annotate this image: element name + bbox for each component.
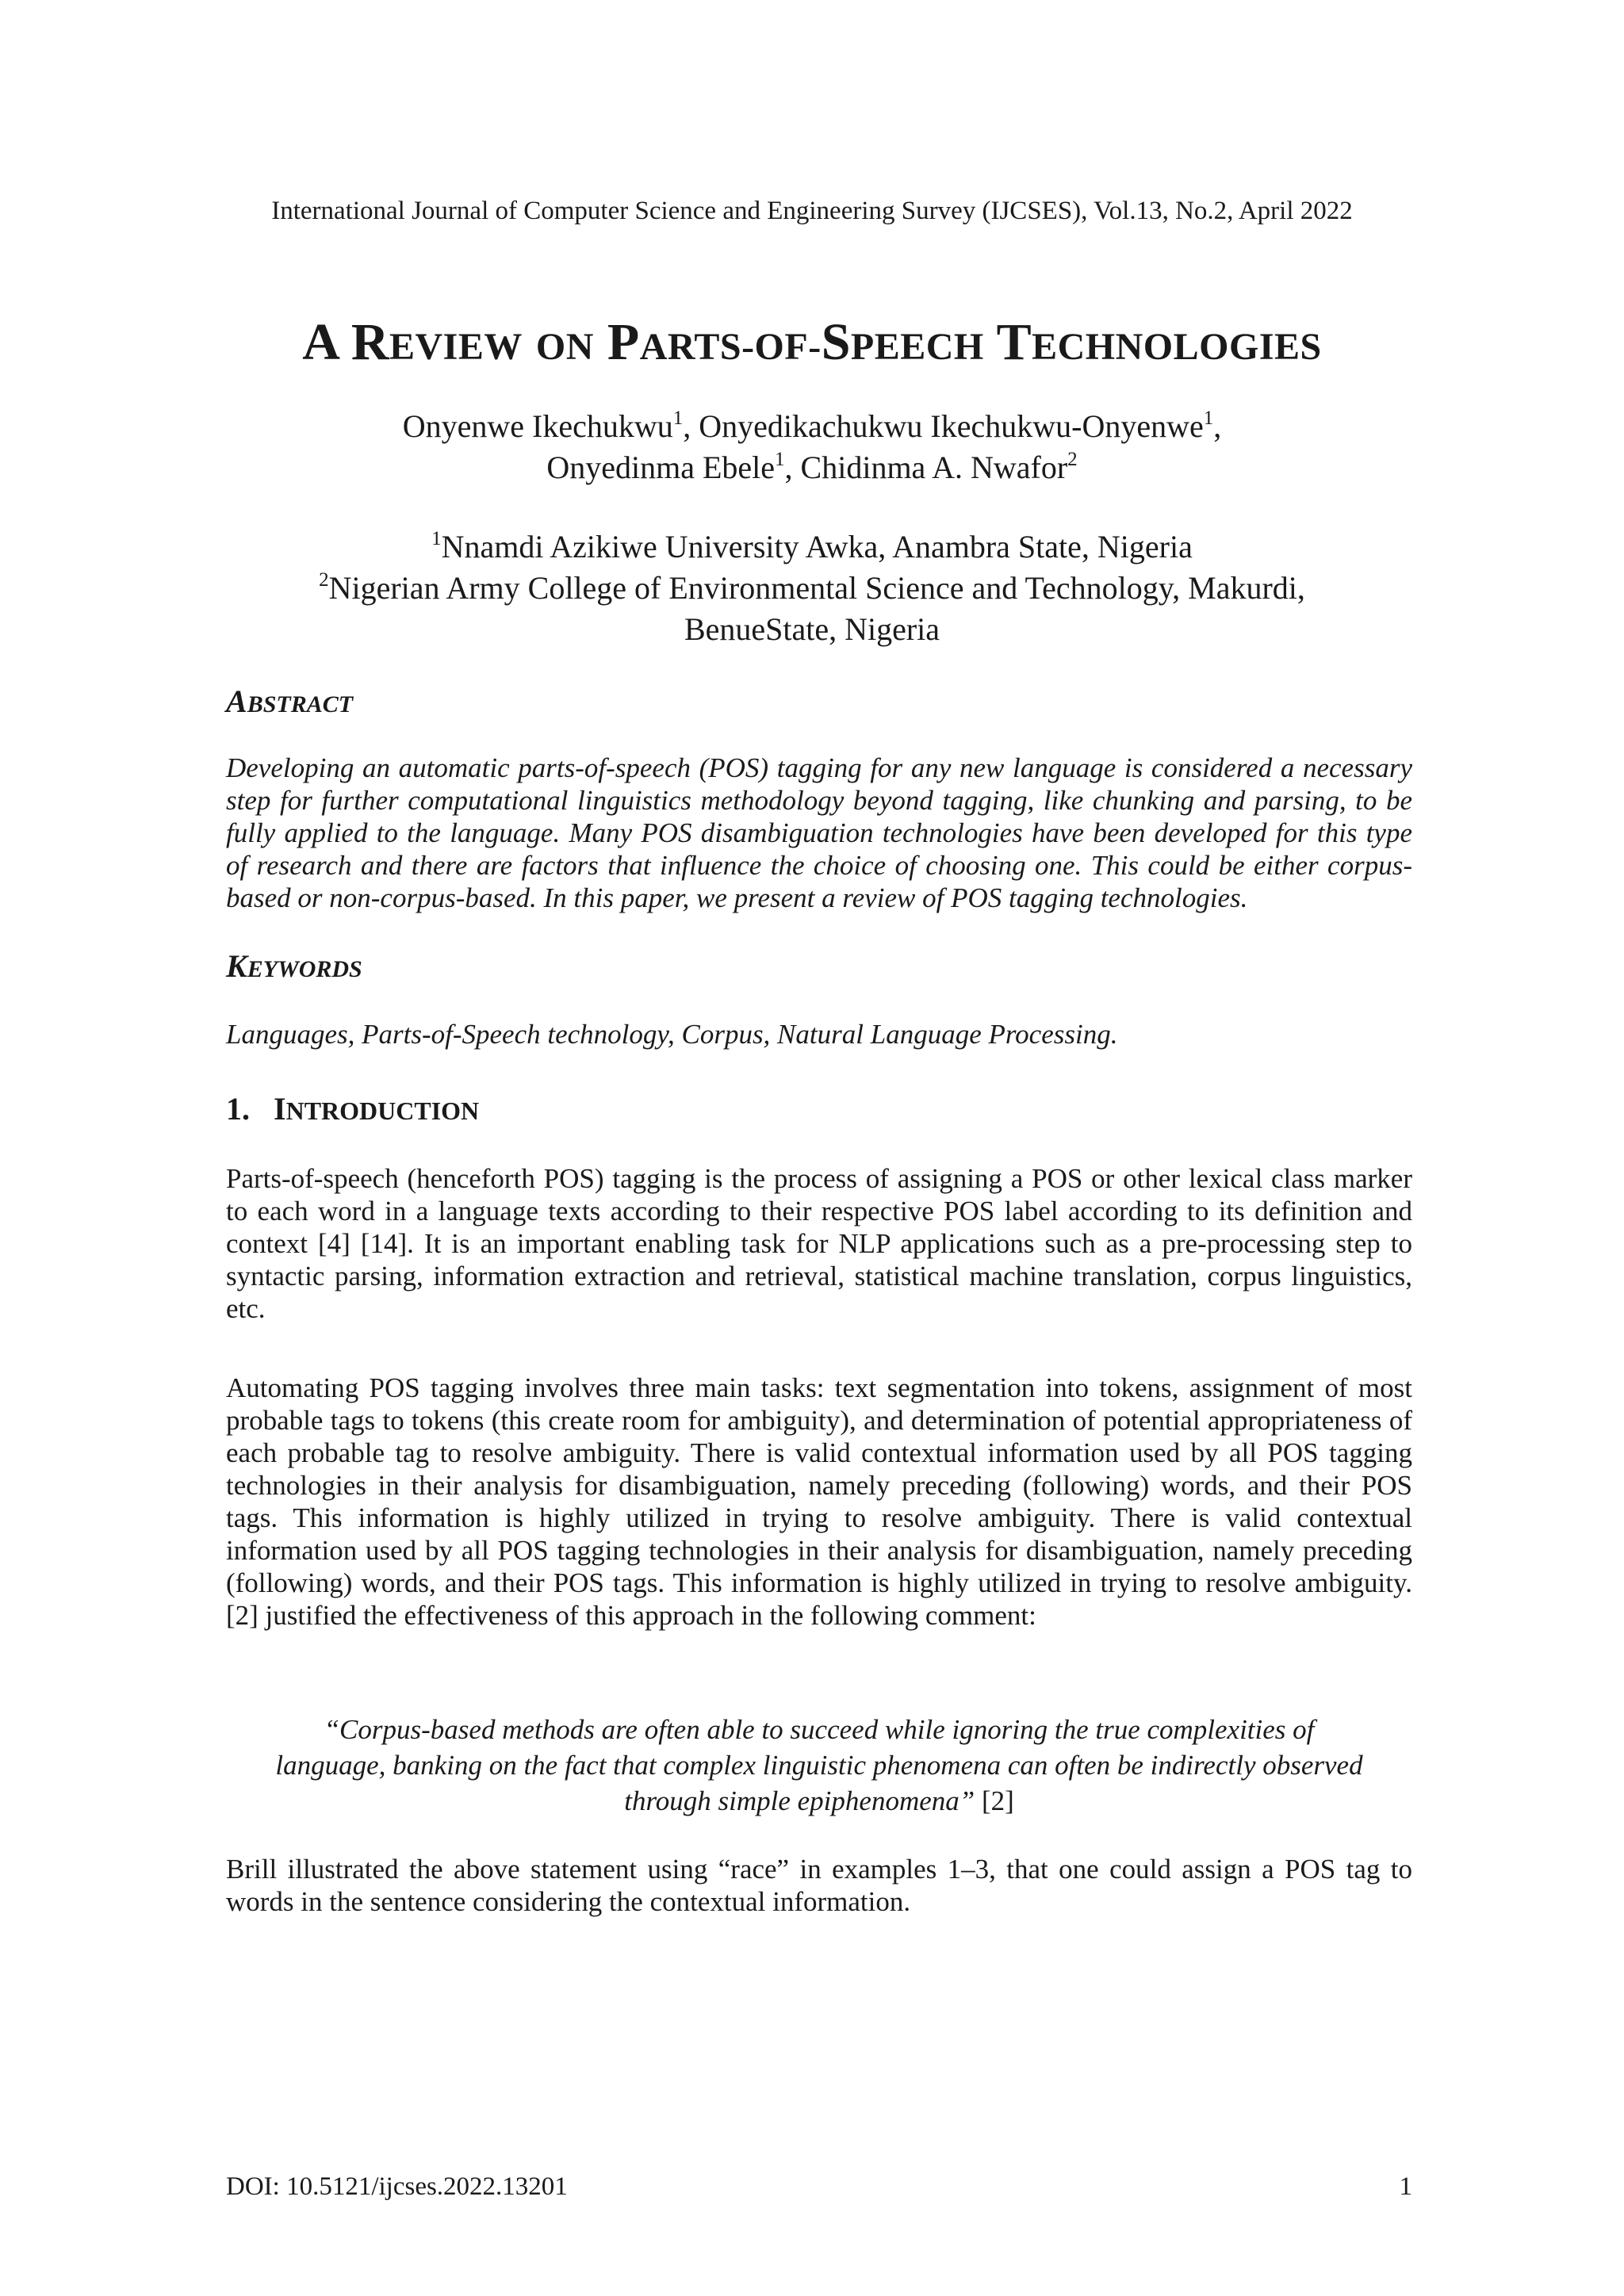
intro-paragraph-1: Parts-of-speech (henceforth POS) tagging is the process of assigning a POS or other lexical class marker to each word in a language texts according to their respective POS label according to its definition and context [4] [14]. It is an important enabling task for NLP applications such as a pre-processing step to syntactic parsing, information extraction and retrieval, statistical machine translation, corpus linguistics, etc. [226, 1163, 1412, 1324]
abstract-text: Developing an automatic parts-of-speech (POS) tagging for any new language is considered a necessary step for further computational linguistics methodology beyond tagging, like chunking and parsing, to be fully applied to the language. Many POS disambiguation technologies have been developed for this type of research and there are factors that influence the choice of choosing one. This could be either corpus-based or non-corpus-based. In this paper, we present a review of POS tagging technologies. [226, 752, 1412, 913]
author-line-2: Onyedinma Ebele$^1$, Chidinma A. Nwafor$^2$ [546, 449, 1078, 485]
title-word: -OF- [741, 326, 822, 368]
running-header: International Journal of Computer Science and Engineering Survey (IJCSES), Vol.13, No.2, April 2022 [271, 197, 1353, 225]
affiliation-2-cont: BenueState, Nigeria [684, 611, 940, 647]
title-word: TECHNOLOGIES [996, 313, 1322, 371]
affiliation-1: $^1$Nnamdi Azikiwe University Awka, Anambra State, Nigeria [431, 528, 1193, 564]
author-name: Onyedinma Ebele [546, 450, 776, 485]
title-word: SPEECH [821, 313, 984, 371]
title-word: REVIEW [350, 313, 523, 371]
section-number: 1. [226, 1091, 250, 1127]
intro-paragraph-3: Brill illustrated the above statement using “race” in examples 1–3, that one could assign a POS tag to words in the sentence considering the contextual information. [226, 1854, 1412, 1917]
quote-line: language, banking on the fact that complex linguistic phenomena can often be indirectly observed [275, 1750, 1363, 1781]
intro-paragraph-2: Automating POS tagging involves three main tasks: text segmentation into tokens, assignment of most probable tags to tokens (this create room for ambiguity), and determination of potential appropriateness of each probable tag to resolve ambiguity. There is valid contextual information used by all POS tagging technologies in their analysis for disambiguation, namely preceding (following) words, and their POS tags. This information is highly utilized in trying to resolve ambiguity. There is valid contextual information used by all POS tagging technologies in their analysis for disambiguation, namely preceding (following) words, and their POS tags. This information is highly utilized in trying to resolve ambiguity. [2] justified the effectiveness of this approach in the following comment: [226, 1372, 1412, 1631]
block-quote [226, 1712, 1412, 1819]
quote-line: “Corpus-based methods are often able to succeed while ignoring the true complexities of [324, 1714, 1315, 1745]
abstract-heading: ABSTRACT [226, 683, 354, 719]
affil-marker: 1 [775, 449, 785, 470]
author-line-1: Onyenwe Ikechukwu$^1$, Onyedikachukwu Ikechukwu-Onyenwe$^1$, [402, 408, 1222, 444]
footer-doi: DOI: 10.5121/ijcses.2022.13201 [226, 2172, 568, 2201]
affiliation-2: $^2$Nigerian Army College of Environmental Science and Technology, Makurdi, [319, 569, 1305, 606]
title-word: PARTS [607, 313, 742, 371]
author-name: Chidinma A. Nwafor [800, 450, 1068, 485]
affiliation-list [0, 529, 1624, 648]
paper-title [0, 311, 1624, 379]
author-name: Onyedikachukwu Ikechukwu-Onyenwe [699, 408, 1204, 444]
author-name: Onyenwe Ikechukwu [402, 408, 673, 444]
affil-marker: 1 [672, 408, 684, 429]
affil-marker: 2 [1067, 449, 1078, 470]
title-word: A [302, 313, 338, 371]
quote-line: through simple epiphenomena” [2] [624, 1785, 1014, 1816]
page-number: 1 [1399, 2172, 1412, 2201]
author-list [0, 408, 1624, 491]
section-heading-introduction: 1. INTRODUCTION [226, 1091, 480, 1127]
title-word: ON [535, 326, 594, 368]
affil-marker: 1 [1203, 408, 1214, 429]
keywords-text: Languages, Parts-of-Speech technology, Corpus, Natural Language Processing. [226, 1019, 1118, 1050]
keywords-heading: KEYWORDS [226, 948, 362, 984]
quote-citation: [2] [981, 1785, 1014, 1816]
